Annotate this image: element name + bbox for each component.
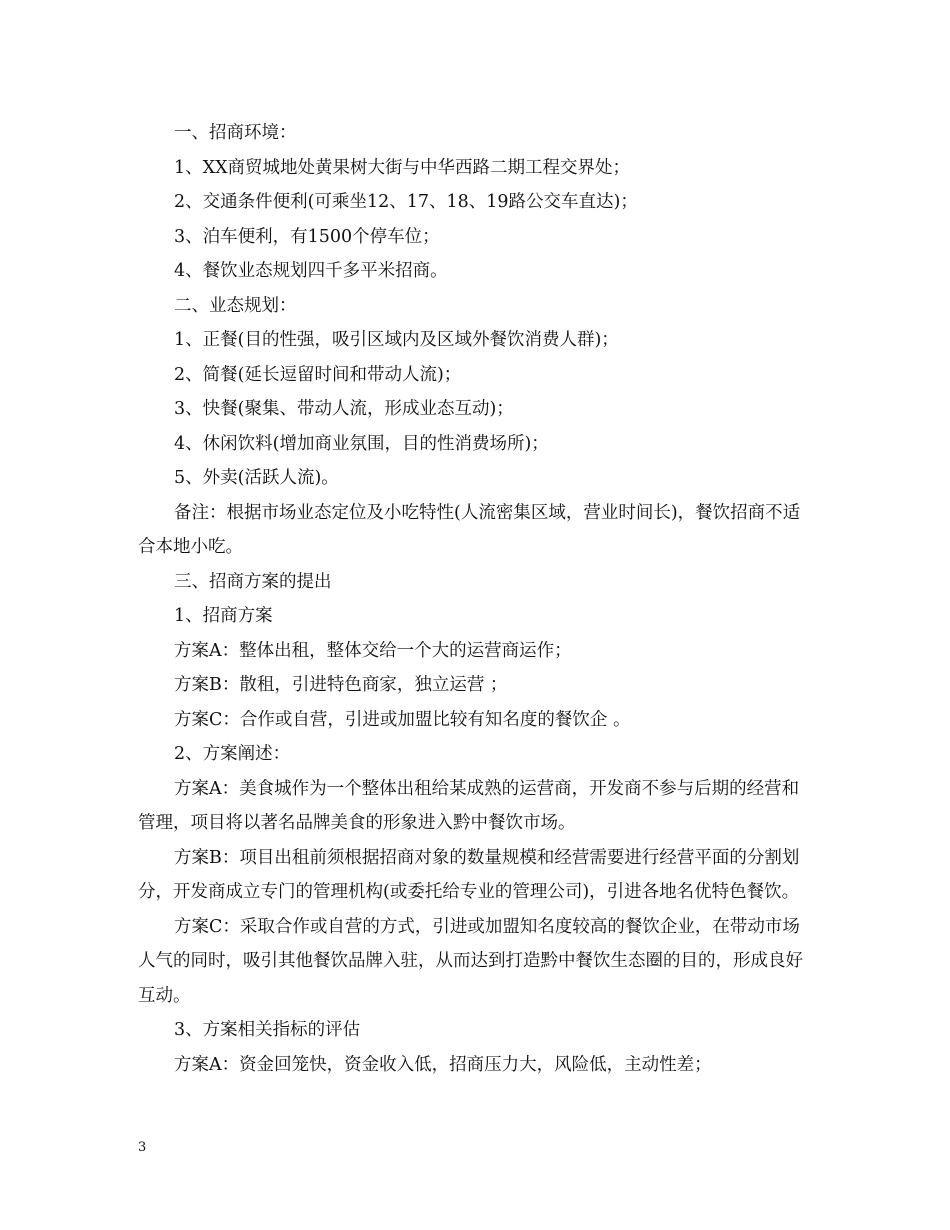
paragraph-location: 1、XX商贸城地处黄果树大街与中华西路二期工程交界处；	[174, 157, 631, 178]
paragraph-traffic: 2、交通条件便利(可乘坐12、17、18、19路公交车直达)；	[174, 192, 638, 212]
document-body	[138, 116, 814, 1082]
heading-business-planning: 二、业态规划：	[174, 295, 297, 316]
paragraph-plan-a-evaluation: 方案A：资金回笼快，资金收入低，招商压力大，风险低，主动性差；	[174, 1054, 712, 1075]
paragraph-remark: 备注：根据市场业态定位及小吃特性(人流密集区域，营业时间长)，餐饮招商不适合本地小吃。	[138, 502, 801, 557]
paragraph-plan-a: 方案A：整体出租，整体交给一个大的运营商运作；	[174, 640, 572, 661]
paragraph-takeaway: 5、外卖(活跃人流)。	[174, 468, 339, 488]
paragraph-plan-b: 方案B：散租，引进特色商家，独立运营 ；	[174, 675, 508, 695]
paragraph-plan-c: 方案C：合作或自营，引进或加盟比较有知名度的餐饮企 。	[174, 709, 631, 730]
paragraph-leisure-drinks: 4、休闲饮料(增加商业氛围，目的性消费场所)；	[174, 433, 549, 454]
paragraph-plan-b-description: 方案B：项目出租前须根据招商对象的数量规模和经营需要进行经营平面的分割划分，开发商成立专门的管理机构(或委托给专业的管理公司)，引进各地名优特色餐饮。	[138, 847, 800, 902]
subheading-plans: 1、招商方案	[174, 606, 273, 626]
paragraph-plan-a-description: 方案A：美食城作为一个整体出租给某成熟的运营商，开发商不参与后期的经营和管理，项目将以著名品牌美食的形象进入黔中餐饮市场。	[138, 778, 800, 833]
paragraph-catering-area: 4、餐饮业态规划四千多平米招商。	[174, 261, 448, 281]
subheading-plan-evaluation: 3、方案相关指标的评估	[174, 1020, 361, 1040]
paragraph-light-meal: 2、简餐(延长逗留时间和带动人流)；	[174, 364, 462, 385]
page-number: 3	[138, 1140, 147, 1155]
paragraph-formal-dining: 1、正餐(目的性强，吸引区域内及区域外餐饮消费人群)；	[174, 330, 619, 350]
heading-plan-proposal: 三、招商方案的提出	[174, 571, 332, 592]
paragraph-plan-c-description: 方案C：采取合作或自营的方式，引进或加盟知名度较高的餐饮企业，在带动市场人气的同时，吸引其他餐饮品牌入驻，从而达到打造黔中餐饮生态圈的目的，形成良好互动。	[138, 916, 803, 1006]
heading-investment-environment: 一、招商环境：	[174, 123, 297, 143]
subheading-plan-description: 2、方案阐述：	[174, 744, 291, 764]
paragraph-fast-food: 3、快餐(聚集、带动人流，形成业态互动)；	[174, 399, 514, 419]
paragraph-parking: 3、泊车便利，有1500个停车位；	[174, 226, 440, 247]
